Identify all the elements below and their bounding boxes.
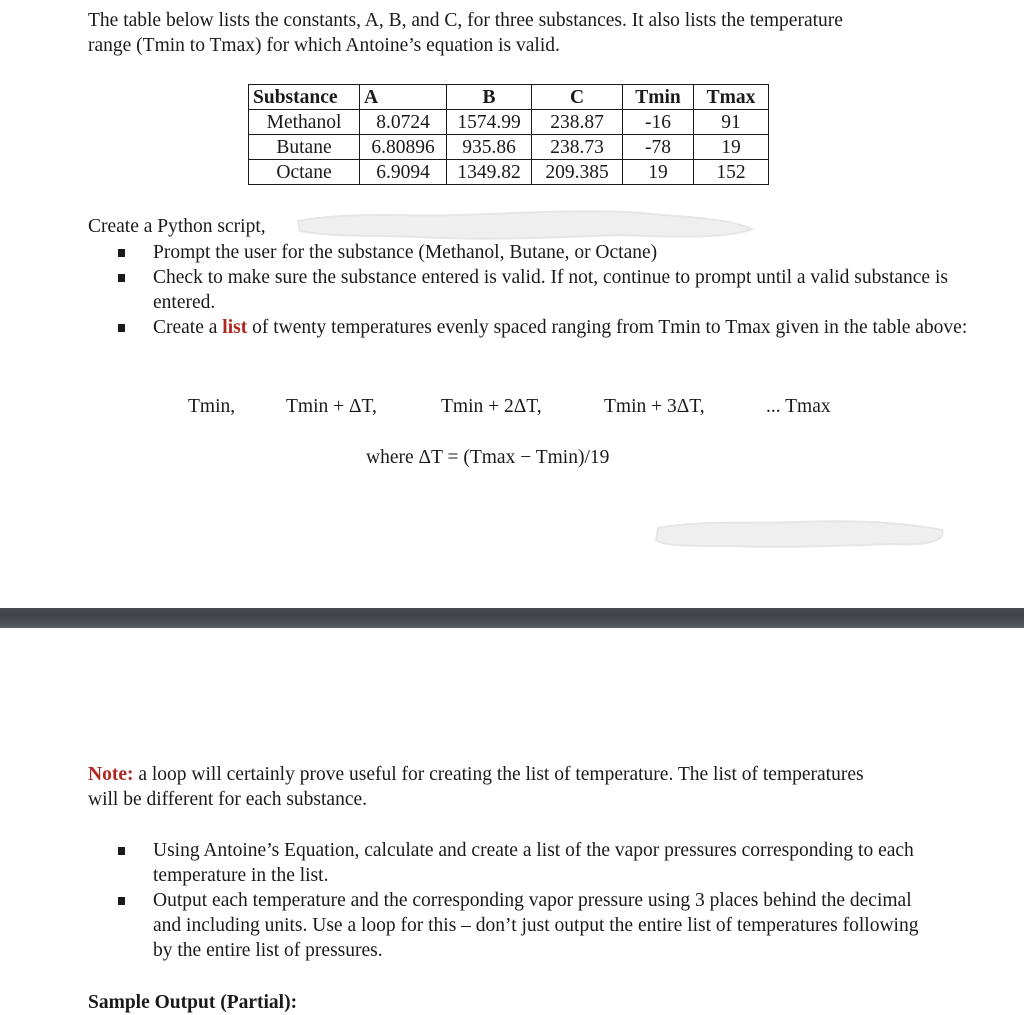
table-cell: 91 <box>694 110 769 135</box>
table-cell: 6.9094 <box>360 160 447 185</box>
bullet-icon <box>118 274 125 282</box>
sequence-term: Tmin, <box>188 396 236 417</box>
bullet-text: Prompt the user for the substance (Methanol, Butane, or Octane) <box>153 242 658 263</box>
table-header: C <box>532 85 623 110</box>
bullet-text: Output each temperature and the corresponding vapor pressure using 3 places behind the decimal and including units. Use a loop for this – don’t just output the entire list of temperatures following by the entire list of pressures. <box>153 890 919 961</box>
table-cell: Methanol <box>249 110 360 135</box>
table-header: B <box>447 85 532 110</box>
bullet-icon <box>118 897 125 905</box>
task-lead: Create a Python script, <box>88 216 266 237</box>
page-break <box>0 608 1024 628</box>
intro-paragraph: The table below lists the constants, A, B, and C, for three substances. It also lists the temperature range (Tmin to Tmax) for which Antoine’s equation is valid. <box>88 10 843 56</box>
table-cell: 238.87 <box>532 110 623 135</box>
table-header: Tmax <box>694 85 769 110</box>
sample-output-heading: Sample Output (Partial): <box>88 992 298 1013</box>
table-row <box>249 160 769 185</box>
table-cell: 19 <box>623 160 694 185</box>
document-page-2 <box>0 628 1024 1000</box>
note-paragraph <box>88 762 878 812</box>
table-cell: 1349.82 <box>447 160 532 185</box>
table-cell: 935.86 <box>447 135 532 160</box>
table-cell: -78 <box>623 135 694 160</box>
table-header: A <box>360 85 447 110</box>
table-row <box>249 135 769 160</box>
table-cell: Octane <box>249 160 360 185</box>
table-header: Substance <box>249 85 360 110</box>
bullet-text-before: Create a <box>153 317 218 338</box>
table-cell: Butane <box>249 135 360 160</box>
list-item <box>110 838 940 888</box>
sequence-term: Tmin + ΔT, <box>286 396 377 417</box>
table-row <box>249 110 769 135</box>
task-bullets <box>110 240 970 340</box>
list-item <box>110 240 970 265</box>
redaction-scribble <box>650 514 950 554</box>
table-header-row <box>249 85 769 110</box>
table-cell: 238.73 <box>532 135 623 160</box>
note-text: a loop will certainly prove useful for creating the list of temperature. The list of temperatures will be different for each substance. <box>88 764 864 810</box>
list-item <box>110 265 970 315</box>
list-item <box>110 315 970 340</box>
sequence-term: ... Tmax <box>766 396 831 417</box>
table-cell: 8.0724 <box>360 110 447 135</box>
bullet-icon <box>118 249 125 257</box>
bullet-icon <box>118 847 125 855</box>
bullet-text: Using Antoine’s Equation, calculate and create a list of the vapor pressures corresponding to each temperature in the list. <box>153 840 914 886</box>
bullet-text: Check to make sure the substance entered is valid. If not, continue to prompt until a valid substance is entered. <box>153 267 948 313</box>
output-bullets <box>110 838 940 963</box>
list-item <box>110 888 940 963</box>
table-cell: 1574.99 <box>447 110 532 135</box>
constants-table <box>248 84 769 185</box>
table-cell: 6.80896 <box>360 135 447 160</box>
bullet-text-after: of twenty temperatures evenly spaced ranging from Tmin to Tmax given in the table above: <box>252 317 968 338</box>
delta-definition: where ΔT = (Tmax − Tmin)/19 <box>366 447 610 468</box>
sequence-term: Tmin + 3ΔT, <box>604 396 705 417</box>
table-header: Tmin <box>623 85 694 110</box>
table-cell: 152 <box>694 160 769 185</box>
sequence-term: Tmin + 2ΔT, <box>441 396 542 417</box>
table-cell: 19 <box>694 135 769 160</box>
table-cell: 209.385 <box>532 160 623 185</box>
note-label: Note: <box>88 764 134 785</box>
table-cell: -16 <box>623 110 694 135</box>
bullet-icon <box>118 324 125 332</box>
list-keyword: list <box>222 317 248 338</box>
